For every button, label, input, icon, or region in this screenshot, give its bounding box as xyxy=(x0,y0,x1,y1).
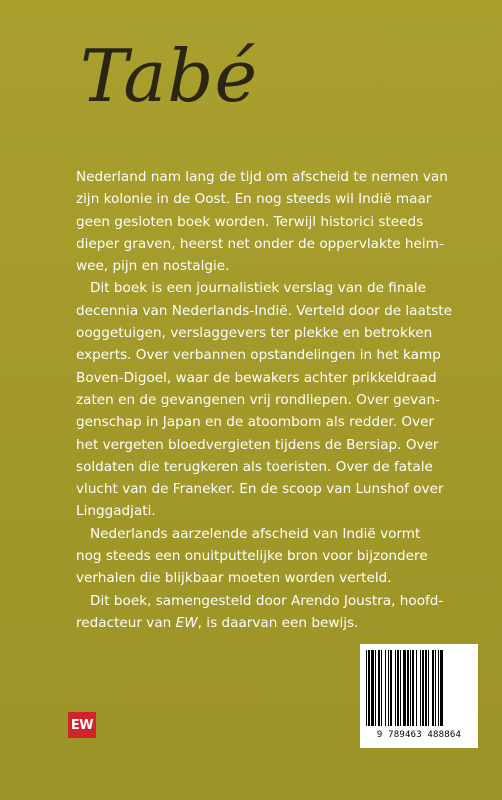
barcode-bar xyxy=(395,650,396,726)
barcode-bar xyxy=(400,650,401,726)
blurb-line: zaten en de gevangenen vrij rondliepen. Over gevan- xyxy=(76,391,441,408)
blurb-line: Nederland nam lang de tijd om afscheid te nemen van xyxy=(76,169,448,185)
barcode xyxy=(360,644,478,748)
barcode-bar xyxy=(407,650,409,726)
isbn-number: 9 789463 488864 xyxy=(376,730,462,740)
blurb-line: dieper graven, heerst net onder de oppervlakte heim- xyxy=(76,235,444,252)
barcode-bar xyxy=(385,650,386,726)
barcode-bar xyxy=(390,650,392,726)
barcode-bars xyxy=(364,650,474,728)
blurb-line: Nederlands aarzelende afscheid van Indië vormt xyxy=(90,525,421,542)
barcode-bar xyxy=(425,650,427,726)
book-title: Tabé xyxy=(80,34,259,118)
barcode-bar xyxy=(381,650,382,726)
blurb-line: experts. Over verbannen opstandelingen in het kamp xyxy=(76,347,441,364)
blurb-line: vlucht van de Franeker. En de scoop van Lunshof over xyxy=(76,481,444,498)
blurb-line: nog steeds een onuitputtelijke bron voor bijzondere xyxy=(76,548,428,565)
blurb-line: geen gesloten boek worden. Terwijl historici steeds xyxy=(76,213,424,230)
barcode-bar xyxy=(435,650,436,726)
barcode-bar xyxy=(410,650,411,726)
blurb-line xyxy=(76,612,416,634)
barcode-bar xyxy=(366,650,367,726)
barcode-bar xyxy=(420,650,421,726)
barcode-bar xyxy=(375,650,376,726)
blurb-line: het vergeten bloedvergieten tijdens de Bersiap. Over xyxy=(76,436,439,453)
barcode-bar xyxy=(422,650,424,726)
blurb-line: Dit boek, samengesteld door Arendo Joustra, hoofd- xyxy=(90,592,444,609)
barcode-bar xyxy=(412,650,414,726)
blurb-line: genschap in Japan en de atoombom als redder. Over xyxy=(76,414,435,431)
barcode-bar xyxy=(388,650,389,726)
barcode-bar xyxy=(428,650,429,726)
barcode-bar xyxy=(397,650,399,726)
barcode-bar xyxy=(403,650,406,726)
blurb-text xyxy=(76,166,452,634)
blurb-line: decennia van Nederlands-Indië. Verteld door de laatste xyxy=(76,302,452,319)
blurb-line: ooggetuigen, verslaggevers ter plekke en betrokken xyxy=(76,325,433,342)
blurb-line: Dit boek is een journalistiek verslag van de finale xyxy=(90,280,426,297)
barcode-bar xyxy=(440,650,443,726)
barcode-bar xyxy=(432,650,434,726)
blurb-line: zijn kolonie in de Oost. En nog steeds wil Indië maar xyxy=(76,191,432,208)
blurb-text-fragment: , is daarvan een bewijs. xyxy=(197,614,359,631)
blurb-line: wee, pijn en nostalgie. xyxy=(76,258,230,275)
blurb-text-fragment: redacteur van xyxy=(76,614,176,631)
blurb-line: verhalen die blijkbaar moeten worden verteld. xyxy=(76,570,392,587)
blurb-line: Boven-Digoel, waar de bewakers achter prikkeldraad xyxy=(76,369,437,386)
barcode-bar xyxy=(368,650,370,726)
blurb-emphasis: EW xyxy=(175,614,198,631)
barcode-bar xyxy=(438,650,439,726)
barcode-bar xyxy=(378,650,380,726)
blurb-line: Linggadjati. xyxy=(76,503,156,520)
blurb-line: soldaten die terugkeren als toeristen. Over de fatale xyxy=(76,458,433,475)
publisher-logo: EW xyxy=(68,712,96,738)
barcode-bar xyxy=(371,650,374,726)
barcode-bar xyxy=(416,650,417,726)
